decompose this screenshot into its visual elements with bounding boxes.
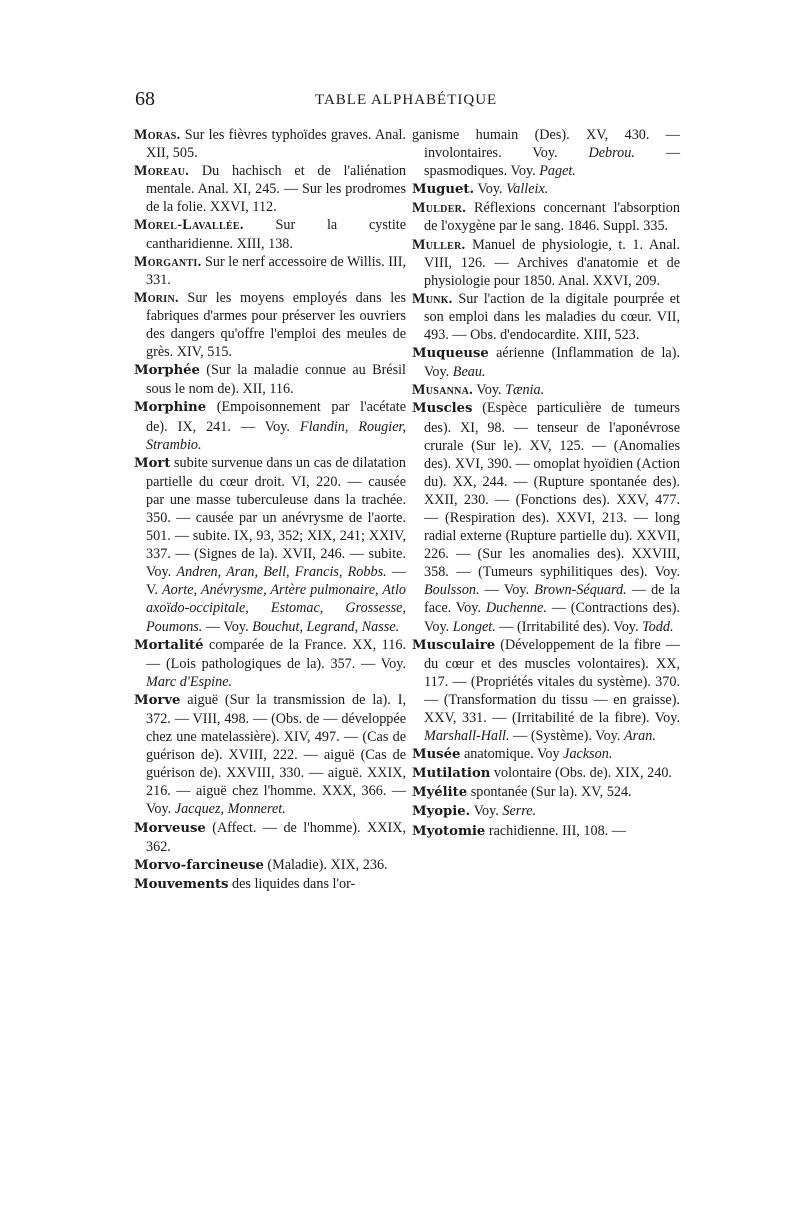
entry-text: subite survenue dans un cas de dilatation partielle du cœur droit. VI, 220. — causée par une masse tuberculeuse dans la trachée. 350. — causée par un anévrysme de l'aorte. 501. — subite. IX, 93, 352; XIX, 241; XXIV, 337. — (Signes de la). XVII, 246. — subite. Voy. <box>146 454 406 581</box>
entry-text: (Espèce particulière de tumeurs des). XI, 98. — tenseur de l'aponévrose crurale (Sur le). XV, 125. — (Anomalies des). XVI, 390. — omoplat hyoïdien (Action du). XX, 244. — (Rupture spontanée des). XXII, 230. — (Fonctions des). XXV, 477. — (Respiration des). XXVI, 213. — long radial externe (Rupture partielle du). XXVII, 226. — (Sur les anomalies des). XXVIII, 358. — (Tumeurs syphilitiques des). Voy. <box>424 400 680 581</box>
page-header <box>135 88 665 118</box>
entry-headword: Muller. <box>412 236 466 253</box>
index-entry <box>412 290 680 344</box>
entry-text: rachidienne. III, 108. — <box>485 822 626 839</box>
index-entry <box>412 399 680 635</box>
entry-reference-name: Jacquez, Monneret. <box>174 801 286 818</box>
entry-headword: Muscles <box>412 401 473 417</box>
entry-reference-name: Todd. <box>642 618 674 635</box>
entry-text: Sur les fièvres typhoïdes graves. Anal. XII, 505. <box>146 127 406 162</box>
entry-reference-name: Brown-Séquard. <box>534 582 627 599</box>
entry-reference-name: Andren, Aran, Bell, Francis, Robbs. <box>176 564 387 581</box>
entry-headword: Mort <box>134 455 171 471</box>
entry-headword: Moras. <box>134 127 181 143</box>
entry-text: Réflexions concernant l'absorption de l'oxygène par le sang. 1846. Suppl. 335. <box>424 200 680 235</box>
index-entry <box>412 236 680 290</box>
running-title: TABLE ALPHABÉTIQUE <box>315 92 498 108</box>
entry-reference-name: Flandin, Rougier, Strambio. <box>146 418 407 453</box>
entry-headword: Muguet. <box>412 182 475 198</box>
entry-reference-name: Longet. <box>452 618 496 635</box>
index-entry <box>412 802 680 821</box>
entry-reference-name: Aran. <box>623 728 656 745</box>
entry-text: Sur la cystite cantharidienne. XIII, 138. <box>146 217 406 252</box>
entry-text: Sur le nerf accessoire de Willis. III, 331. <box>146 253 406 288</box>
entry-text: Sur l'action de la digitale pourprée et son emploi dans les maladies du cœur. VII, 493. — Obs. d'endocardite. XIII, 523. <box>424 290 680 344</box>
index-column-left <box>134 126 406 894</box>
entry-reference-name: Marshall-Hall. <box>424 728 510 745</box>
entry-reference-name: Duchenne. <box>485 600 547 617</box>
entry-text: — (Irritabilité des). Voy. <box>495 618 643 635</box>
entry-reference-name: Aorte, Anévrysme, Artère pulmonaire, Atlo axoïdo-occipitale, Estomac, Grossesse, Poumons. <box>146 582 406 635</box>
entry-text: des liquides dans l'or- <box>228 875 356 892</box>
entry-headword: Muqueuse <box>412 346 489 362</box>
index-entry <box>412 745 680 764</box>
entry-reference-name: Marc d'Espine. <box>146 673 233 690</box>
index-entry <box>134 875 406 894</box>
entry-text: — (Contractions des). Voy. <box>424 600 680 635</box>
entry-text: Voy. <box>474 181 507 198</box>
entry-headword: Mortalité <box>134 637 204 653</box>
entry-reference-name: Bouchut, Legrand, Nasse. <box>252 618 400 635</box>
entry-text: Du hachisch et de l'aliénation mentale. Anal. XI, 245. — Sur les prodromes de la folie. XXVI, 112. <box>146 163 406 216</box>
index-entry <box>134 454 406 636</box>
entry-text: aérienne (Inflammation de la). Voy. <box>424 345 680 381</box>
entry-text: Voy. <box>473 382 506 399</box>
entry-text: ganisme humain (Des). XV, 430. — involontaires. Voy. <box>412 127 680 162</box>
entry-text: anatomique. Voy <box>460 746 564 763</box>
entry-text: — V. <box>146 564 406 599</box>
index-entry <box>134 361 406 398</box>
index-entry <box>412 783 680 802</box>
entry-text: (Empoisonnement par l'acétate de). IX, 241. — Voy. <box>146 399 406 435</box>
index-entry <box>412 381 680 399</box>
index-entry <box>134 819 406 856</box>
entry-text: (Affect. — de l'homme). XXIX, 362. <box>146 819 406 855</box>
entry-headword: Moreau. <box>134 163 190 180</box>
entry-headword: Munk. <box>412 290 453 307</box>
index-entry <box>412 180 680 199</box>
entry-headword: Myopie. <box>412 804 471 820</box>
entry-headword: Morphine <box>134 400 207 416</box>
entry-headword: Mutilation <box>412 766 491 782</box>
entry-reference-name: Serre. <box>502 803 537 820</box>
entry-text: — Voy. <box>479 582 535 599</box>
index-entry <box>412 344 680 381</box>
entry-text: (Développement de la fibre — du cœur et des muscles volontaires). XX, 117. — (Propriétés vitales du système). 370. — (Transformation du tissu — en graisse). XXV, 331. — (Irritabilité de la fibre). Voy. <box>424 636 680 726</box>
entry-headword: Musanna. <box>412 382 474 399</box>
entry-text: Manuel de physiologie, t. 1. Anal. VIII, 126. — Archives d'anatomie et de physiologie pour 1850. Anal. XXVI, 209. <box>424 236 680 289</box>
entry-reference-name: Boulsson. <box>424 582 480 599</box>
entry-text: (Maladie). XIX, 236. <box>263 856 388 873</box>
entry-text: — Voy. <box>202 618 253 635</box>
entry-reference-name: Debrou. <box>588 145 635 162</box>
entry-reference-name: Beau. <box>452 364 486 381</box>
entry-text: comparée de la France. XX, 116. — (Lois pathologiques de la). 357. — Voy. <box>146 636 406 672</box>
entry-reference-name: Paget. <box>539 163 576 180</box>
entry-text: aiguë (Sur la transmission de la). I, 372. — VIII, 498. — (Obs. de — développée chez une matelassière). XIV, 497. — (Cas de guérison de). XVIII, 222. — aiguë (Cas de guérison de). XXVIII, 330. — aiguë. XXIX, 216. — aiguë chez l'homme. XXX, 366. — Voy. <box>146 691 406 818</box>
entry-headword: Morphée <box>134 363 200 379</box>
entry-reference-name: Valleix. <box>506 181 549 198</box>
entry-headword: Morel-Lavallée. <box>134 217 244 234</box>
index-entry <box>134 253 406 289</box>
entry-headword: Morganti. <box>134 253 202 270</box>
entry-text: Sur les moyens employés dans les fabriques d'armes pour préserver les ouvriers des dangers qu'offre l'emploi des meules de grès. XIV, 515. <box>146 289 406 361</box>
entry-headword: Mulder. <box>412 200 467 217</box>
entry-text: — spasmodiques. Voy. <box>424 145 681 180</box>
entry-headword: Morin. <box>134 289 179 306</box>
entry-headword: Myélite <box>412 785 468 801</box>
index-entry <box>412 764 680 783</box>
entry-headword: Musculaire <box>412 637 496 653</box>
index-entry <box>412 199 680 235</box>
index-entry <box>134 289 406 361</box>
entry-text: — (Système). Voy. <box>509 728 624 745</box>
entry-headword: Morve <box>134 692 181 708</box>
index-entry <box>134 398 406 453</box>
index-entry <box>134 636 406 691</box>
index-entry <box>412 636 680 746</box>
entry-headword: Morveuse <box>134 820 206 836</box>
entry-text: volontaire (Obs. de). XIX, 240. <box>490 765 672 782</box>
entry-headword: Musée <box>412 747 461 763</box>
index-entry <box>134 216 406 252</box>
index-entry <box>134 126 406 162</box>
page-number: 68 <box>135 88 155 110</box>
entry-reference-name: Jackson. <box>563 746 613 763</box>
index-entry <box>134 856 406 875</box>
index-entry <box>134 691 406 819</box>
entry-headword: Mouvements <box>134 876 229 892</box>
index-entry <box>412 126 680 180</box>
entry-headword: Myotomie <box>412 823 486 839</box>
index-column-right <box>412 126 680 841</box>
entry-headword: Morvo-farcineuse <box>134 857 264 873</box>
entry-text: Voy. <box>470 803 503 820</box>
index-entry <box>412 822 680 841</box>
index-entry <box>134 162 406 216</box>
entry-text: — de la face. Voy. <box>424 582 680 617</box>
entry-text: spontanée (Sur la). XV, 524. <box>467 784 632 801</box>
entry-text: (Sur la maladie connue au Brésil sous le nom de). XII, 116. <box>146 362 406 398</box>
entry-reference-name: Tænia. <box>505 382 545 399</box>
